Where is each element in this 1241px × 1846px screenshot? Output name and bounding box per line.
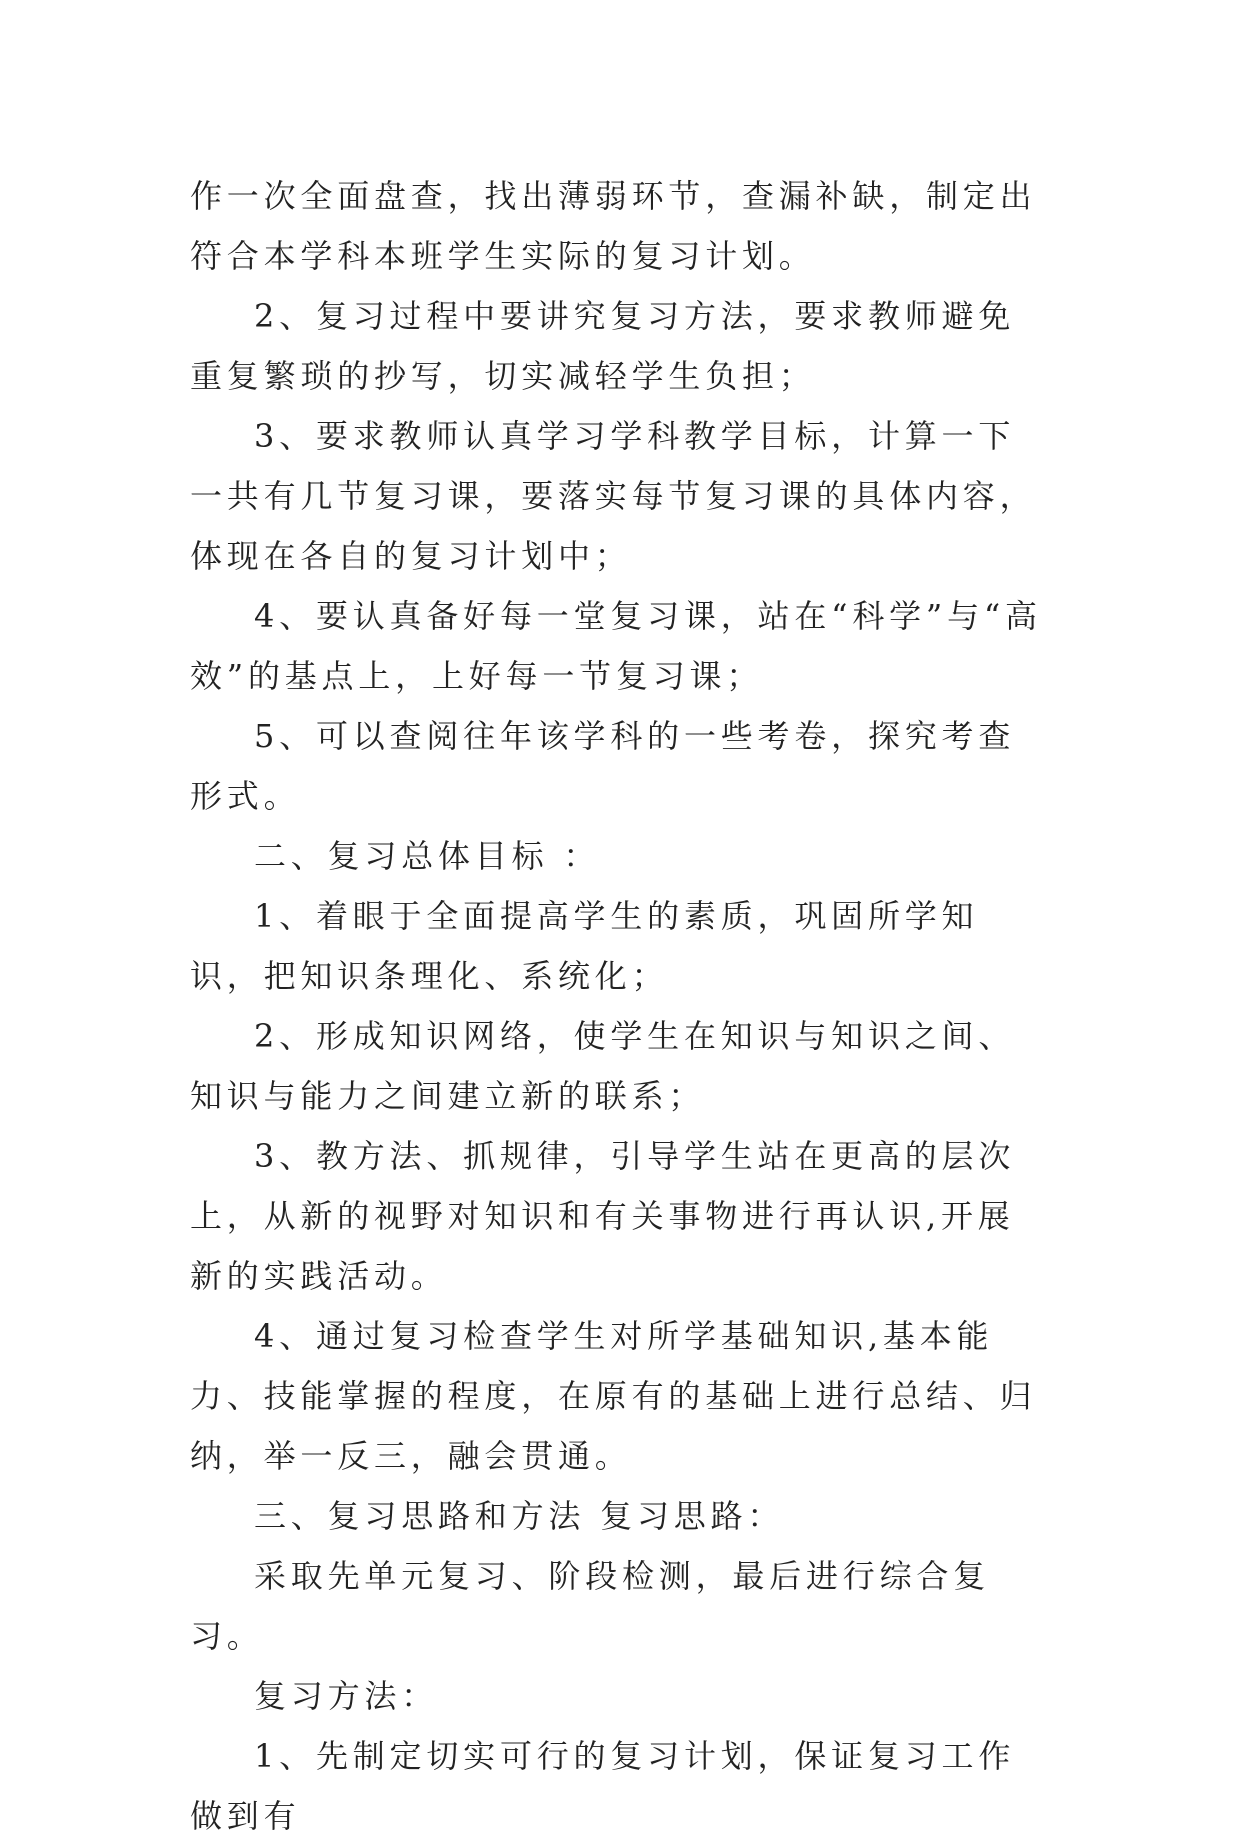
paragraph-14: 1、先制定切实可行的复习计划，保证复习工作做到有 [190, 1737, 1016, 1835]
paragraph-5: 5、可以查阅往年该学科的一些考卷，探究考查形式。 [190, 717, 1016, 815]
section-heading-2: 二、复习总体目标 ： [254, 837, 601, 875]
paragraph-2: 2、复习过程中要讲究复习方法，要求教师避免重复繁琐的抄写，切实减轻学生负担； [190, 297, 1016, 395]
paragraph-10: 4、通过复习检查学生对所学基础知识,基本能力、技能掌握的程度，在原有的基础上进行总结、归纳，举一反三，融会贯通。 [190, 1317, 1037, 1475]
paragraph-3: 3、要求教师认真学习学科教学目标，计算一下一共有几节复习课，要落实每节复习课的具体内容，体现在各自的复习计划中； [190, 417, 1037, 575]
document-page [190, 166, 1050, 1846]
paragraph-12: 采取先单元复习、阶段检测，最后进行综合复习。 [190, 1557, 991, 1655]
paragraph-1: 作一次全面盘查，找出薄弱环节，查漏补缺，制定出符合本学科本班学生实际的复习计划。 [190, 177, 1037, 275]
paragraph-13: 复习方法： [254, 1677, 439, 1715]
paragraph-4: 4、要认真备好每一堂复习课，站在“科学”与“高效”的基点上，上好每一节复习课； [190, 597, 1042, 695]
paragraph-8: 2、形成知识网络，使学生在知识与知识之间、知识与能力之间建立新的联系； [190, 1017, 1016, 1115]
paragraph-7: 1、着眼于全面提高学生的素质，巩固所学知识，把知识条理化、系统化； [190, 897, 979, 995]
paragraph-9: 3、教方法、抓规律，引导学生站在更高的层次上，从新的视野对知识和有关事物进行再认识,开展新的实践活动。 [190, 1137, 1016, 1295]
section-heading-3: 三、复习思路和方法 复习思路： [254, 1497, 785, 1535]
